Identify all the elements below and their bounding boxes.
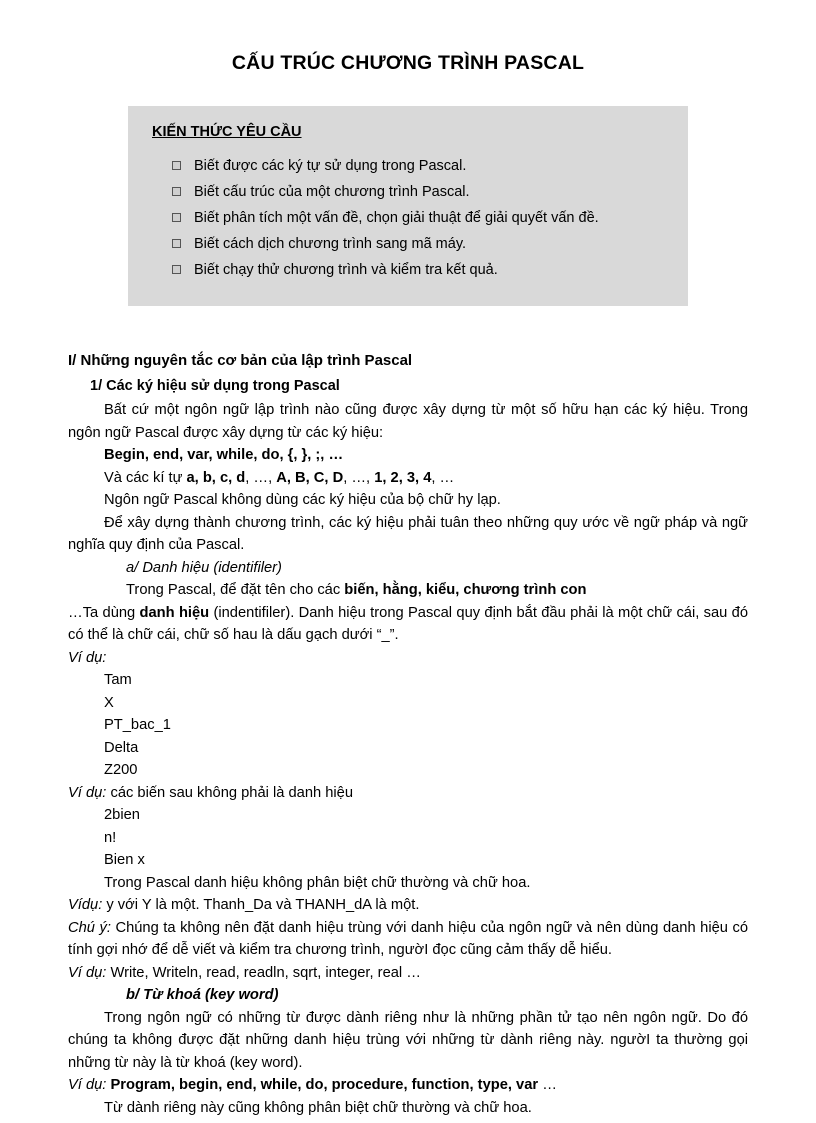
square-bullet-icon (172, 239, 181, 248)
identifier-text-3: (indentifiler). Danh hiệu trong Pascal quy định bắt đầu phải là một chữ cái, sau đó có thể là chữ cái, chữ số hau là dấu gạch dưới “_”. (68, 604, 748, 643)
identifier-text-2: …Ta dùng (68, 604, 140, 621)
note-text: Chúng ta không nên đặt danh hiệu trùng với danh hiệu của ngôn ngữ và nên dùng danh hiệu có tính gợi nhớ để dễ viết và kiểm tra chương trình, ngườI đọc cũng cảm thấy dễ hiểu. (68, 919, 749, 958)
list-item (148, 232, 668, 256)
paragraph-case-insensitive: Trong Pascal danh hiệu không phân biệt chữ thường và chữ hoa. (104, 874, 531, 891)
example-label-5-italic: Ví dụ: (68, 1077, 107, 1093)
example-label-5-rest: … (538, 1077, 557, 1093)
subsection-a-heading: a/ Danh hiệu (identifiler) (126, 559, 282, 576)
keyword-list: Program, begin, end, while, do, procedure, function, type, var (106, 1077, 539, 1093)
note-label: Chú ý: (68, 919, 111, 936)
characters-line (68, 467, 748, 490)
requirements-box (128, 106, 688, 306)
example-label-1: Ví dụ: (68, 649, 107, 666)
example-label-3-italic: Vídụ: (68, 897, 103, 913)
list-item (148, 258, 668, 282)
example-label-5 (68, 1074, 748, 1097)
requirements-heading: KIẾN THỨC YÊU CẦU (152, 124, 302, 140)
example-label-4 (68, 962, 748, 985)
list-item (148, 206, 668, 230)
example-label-3 (68, 894, 748, 917)
square-bullet-icon (172, 265, 181, 274)
example-label-2-italic: Ví dụ: (68, 784, 107, 801)
note-paragraph (68, 917, 748, 962)
paragraph-rules: Để xây dựng thành chương trình, các ký hiệu phải tuân theo những quy ước về ngữ pháp và ngữ nghĩa quy định của Pascal. (68, 514, 748, 553)
requirements-list (148, 154, 668, 282)
characters-sep-1: , …, (245, 469, 277, 486)
example-label-4-rest: Write, Writeln, read, readln, sqrt, integer, real … (106, 964, 421, 981)
list-item (148, 180, 668, 204)
list-item-label: Biết được các ký tự sử dụng trong Pascal. (194, 158, 467, 174)
code-example-line: Delta (104, 739, 139, 756)
characters-lowercase: a, b, c, d (186, 469, 246, 486)
square-bullet-icon (172, 213, 181, 222)
paragraph-identifier (68, 579, 748, 647)
list-item-label: Biết cách dịch chương trình sang mã máy. (194, 236, 467, 252)
list-item-label: Biết phân tích một vấn đề, chọn giải thuật để giải quyết vấn đề. (194, 210, 599, 226)
list-item-label: Biết chạy thử chương trình và kiểm tra kết quả. (194, 262, 498, 278)
identifier-bold-terms: biến, hằng, kiểu, chương trình con (344, 582, 587, 598)
code-example-line: Tam (104, 672, 132, 688)
example-label-3-rest: y với Y là một. Thanh_Da và THANH_dA là một. (102, 897, 420, 913)
symbols-keyword-begin: Begin (104, 447, 145, 463)
identifier-bold-danhhieu: danh hiệu (139, 604, 210, 621)
paragraph-greek: Ngôn ngữ Pascal không dùng các ký hiệu của bộ chữ hy lạp. (104, 492, 501, 508)
characters-digits: 1, 2, 3, 4 (374, 469, 432, 486)
paragraph-intro: Bất cứ một ngôn ngữ lập trình nào cũng được xây dựng từ một số hữu hạn các ký hiệu. Trong ngôn ngữ Pascal được xây dựng từ các ký hiệu: (68, 402, 748, 441)
characters-uppercase: A, B, C, D (276, 469, 344, 486)
paragraph-keyword: Trong ngôn ngữ có những từ được dành riêng như là những phần tử tạo nên ngôn ngữ. Do đó chúng ta không được đặt những danh hiệu trùng với những từ dành riêng này. ngườI ta thường gọi những từ này là từ khoá (key word). (68, 1009, 748, 1071)
section-heading-1: I/ Những nguyên tắc cơ bản của lập trình Pascal (68, 352, 413, 369)
code-example-line: X (104, 694, 114, 711)
code-example-line: Bien x (104, 852, 145, 868)
list-item (148, 154, 668, 178)
document-body (68, 350, 748, 1119)
characters-suffix: , … (431, 469, 455, 486)
square-bullet-icon (172, 187, 181, 196)
subsection-b-heading: b/ Từ khoá (key word) (126, 987, 279, 1003)
list-item-label: Biết cấu trúc của một chương trình Pascal. (194, 184, 470, 200)
symbols-line (68, 444, 748, 467)
paragraph-final: Từ dành riêng này cũng không phân biệt chữ thường và chữ hoa. (104, 1099, 532, 1116)
code-example-line: n! (104, 829, 117, 846)
characters-sep-2: , …, (343, 469, 375, 486)
example-label-2 (68, 782, 748, 805)
code-example-line: Z200 (104, 762, 138, 778)
code-example-line: PT_bac_1 (104, 717, 171, 733)
section-subheading-1-1: 1/ Các ký hiệu sử dụng trong Pascal (90, 377, 340, 394)
code-example-line: 2bien (104, 807, 140, 823)
page-title: CẤU TRÚC CHƯƠNG TRÌNH PASCAL (231, 52, 585, 74)
identifier-text-1: Trong Pascal, để đặt tên cho các (126, 582, 345, 598)
example-label-4-italic: Ví dụ: (68, 964, 107, 981)
square-bullet-icon (172, 161, 181, 170)
characters-prefix: Và các kí tự (104, 469, 187, 486)
symbols-keyword-rest: , end, var, while, do, {, }, ;, … (144, 447, 344, 463)
example-label-2-rest: các biến sau không phải là danh hiệu (106, 784, 354, 801)
